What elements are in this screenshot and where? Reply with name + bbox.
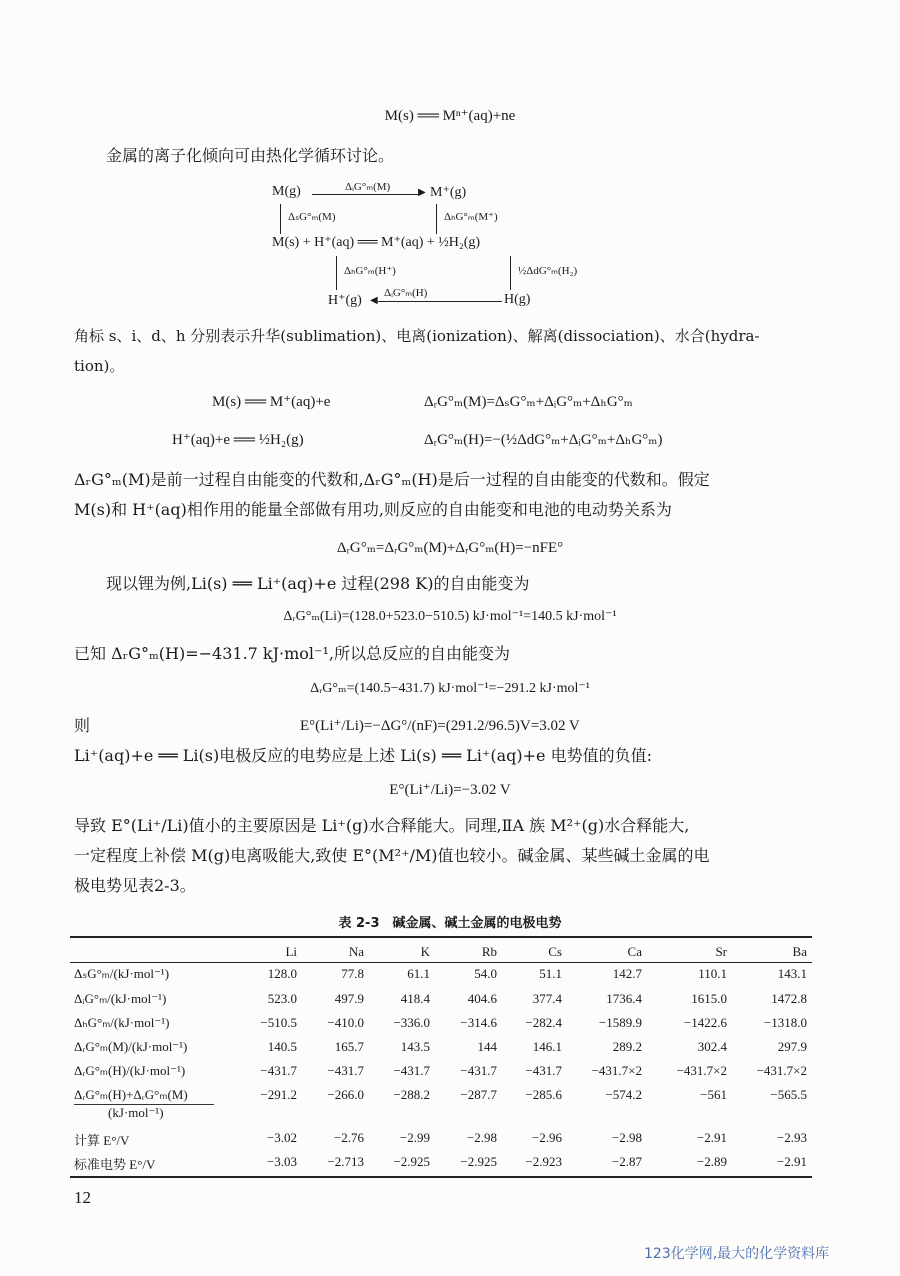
cycle-main-row: M(s) + H⁺(aq) ══ M⁺(aq) + ½H₂(g): [272, 235, 481, 250]
table-header: Ba: [792, 944, 807, 959]
arrow-head-icon: ▶: [418, 187, 426, 198]
page-number: 12: [74, 1188, 91, 1207]
paragraph-subscripts-cont: tion)。: [74, 357, 125, 375]
arrow-right-icon: [312, 194, 420, 195]
equation-metal: M(s) ══ M⁺(aq)+e: [212, 394, 331, 410]
paragraph-cycle-intro: 金属的离子化倾向可由热化学循环讨论。: [106, 146, 395, 165]
table-cell: −3.03: [266, 1154, 297, 1169]
table-cell: 128.0: [267, 966, 297, 981]
table-cell: −431.7×2: [756, 1063, 807, 1078]
table-cell: −1422.6: [683, 1015, 727, 1030]
table-cell: −266.0: [327, 1087, 364, 1102]
table-cell: 165.7: [334, 1039, 364, 1054]
table-cell: 143.5: [400, 1039, 430, 1054]
table-cell: −287.7: [460, 1087, 497, 1102]
table-cell: 144: [477, 1039, 497, 1054]
table-cell: −431.7×2: [591, 1063, 642, 1078]
equation-metal-energy: ΔᵣG°ₘ(M)=ΔₛG°ₘ+ΔᵢG°ₘ+ΔₕG°ₘ: [424, 394, 633, 410]
table-cell: 302.4: [697, 1039, 727, 1054]
table-row-label-unit: (kJ·mol⁻¹): [108, 1105, 164, 1120]
table-cell: −2.925: [393, 1154, 430, 1169]
cycle-h-gas: H(g): [504, 292, 531, 307]
table-cell: −431.7: [525, 1063, 562, 1078]
equation-potential-calc: E°(Li⁺/Li)=−ΔG°/(nF)=(291.2/96.5)V=3.02 V: [300, 718, 580, 734]
table-cell: 1736.4: [606, 991, 642, 1006]
table-cell: 143.1: [777, 966, 807, 981]
paragraph-subscripts: 角标 s、i、d、h 分别表示升华(sublimation)、电离(ionization)、解离(dissociation)、水合(hydra-: [74, 327, 760, 345]
table-cell: 404.6: [467, 991, 497, 1006]
table-cell: −336.0: [393, 1015, 430, 1030]
arrow-down-icon: [510, 256, 511, 290]
table-cell: 1472.8: [771, 991, 807, 1006]
table-row-label: ΔᵣG°ₘ(M)/(kJ·mol⁻¹): [74, 1039, 188, 1054]
cycle-h-ion-gas: H⁺(g): [328, 293, 362, 308]
table-cell: −431.7: [327, 1063, 364, 1078]
table-header: Sr: [715, 944, 727, 959]
table-cell: −1318.0: [763, 1015, 807, 1030]
fraction-bar: [74, 1104, 214, 1105]
table-cell: −282.4: [525, 1015, 562, 1030]
table-cell: 77.8: [341, 966, 364, 981]
table-cell: 377.4: [532, 991, 562, 1006]
table-row-label: ΔᵢG°ₘ/(kJ·mol⁻¹): [74, 991, 167, 1006]
table-row-label: ΔₕG°ₘ/(kJ·mol⁻¹): [74, 1015, 170, 1030]
table-cell: 140.5: [267, 1039, 297, 1054]
table-cell: −2.923: [525, 1154, 562, 1169]
equation-total-free-energy: ΔᵣG°ₘ=ΔᵣG°ₘ(M)+ΔᵣG°ₘ(H)=−nFE°: [336, 540, 564, 556]
arrow-up-icon: [280, 204, 281, 234]
paragraph-lithium-example: 现以锂为例,Li(s) ══ Li⁺(aq)+e 过程(298 K)的自由能变为: [106, 574, 530, 593]
table-cell: 497.9: [334, 991, 364, 1006]
table-cell: 142.7: [612, 966, 642, 981]
table-cell: −2.713: [327, 1154, 364, 1169]
table-cell: 1615.0: [691, 991, 727, 1006]
table-cell: 146.1: [532, 1039, 562, 1054]
table-cell: −1589.9: [598, 1015, 642, 1030]
paragraph-sum-definition: ΔᵣG°ₘ(M)是前一过程自由能变的代数和,ΔᵣG°ₘ(H)是后一过程的自由能变的代数和。假定: [74, 470, 710, 489]
table-cell: −510.5: [260, 1015, 297, 1030]
table-cell: 289.2: [612, 1039, 642, 1054]
paragraph-reason: 导致 E°(Li⁺/Li)值小的主要原因是 Li⁺(g)水合释能大。同理,ⅡA 族 M²⁺(g)水合释能大,: [74, 816, 690, 835]
table-caption: 表 2-3 碱金属、碱土金属的电极电势: [338, 916, 562, 931]
arrow-down-icon: [436, 204, 437, 234]
table-header: Cs: [548, 944, 562, 959]
arrow-left-icon: [378, 301, 502, 302]
table-cell: 110.1: [698, 966, 727, 981]
table-row-label: 计算 E°/V: [74, 1133, 130, 1148]
table-header: Na: [348, 944, 364, 959]
equation-hydrogen-energy: ΔᵣG°ₘ(H)=−(½ΔdG°ₘ+ΔᵢG°ₘ+ΔₕG°ₘ): [424, 432, 663, 448]
table-cell: −3.02: [266, 1130, 297, 1145]
table-bottom-rule: [70, 1176, 812, 1178]
equation-hydrogen: H⁺(aq)+e ══ ½H₂(g): [172, 432, 304, 448]
paragraph-then: 则: [74, 716, 91, 735]
equation-standard-potential: E°(Li⁺/Li)=−3.02 V: [389, 782, 511, 798]
equation-ionization: M(s) ══ Mⁿ⁺(aq)+ne: [384, 108, 516, 124]
table-header: Ca: [627, 944, 642, 959]
table-row-label: ΔₛG°ₘ/(kJ·mol⁻¹): [74, 966, 170, 981]
paragraph-sum-definition-cont: M(s)和 H⁺(aq)相作用的能量全部做有用功,则反应的自由能变和电池的电动势关系为: [74, 500, 672, 519]
table-cell: −314.6: [460, 1015, 497, 1030]
table-header: K: [420, 944, 430, 959]
table-cell: −410.0: [327, 1015, 364, 1030]
table-cell: 297.9: [777, 1039, 807, 1054]
table-cell: −2.96: [531, 1130, 562, 1145]
table-cell: −291.2: [260, 1087, 297, 1102]
table-cell: −574.2: [605, 1087, 642, 1102]
arrow-up-icon: [336, 256, 337, 290]
table-cell: −2.76: [333, 1130, 364, 1145]
table-header: Rb: [481, 944, 497, 959]
table-row-label: ΔᵣG°ₘ(H)+ΔᵣG°ₘ(M): [74, 1087, 188, 1102]
table-cell: −2.87: [611, 1154, 642, 1169]
table-cell: −431.7: [260, 1063, 297, 1078]
paragraph-electrode-reaction: Li⁺(aq)+e ══ Li(s)电极反应的电势应是上述 Li(s) ══ Li⁺(aq)+e 电势值的负值:: [74, 746, 652, 765]
table-cell: −561: [700, 1087, 727, 1102]
table-header-rule: [70, 962, 812, 963]
paragraph-reason-cont: 一定程度上补偿 M(g)电离吸能大,致使 E°(M²⁺/M)值也较小。碱金属、某些碱土金属的电: [74, 846, 710, 865]
cycle-m-ion-gas: M⁺(g): [430, 185, 467, 200]
paragraph-known-h: 已知 ΔᵣG°ₘ(H)=−431.7 kJ·mol⁻¹,所以总反应的自由能变为: [74, 644, 510, 663]
table-cell: −431.7: [460, 1063, 497, 1078]
equation-lithium-free-energy: ΔᵣG°ₘ(Li)=(128.0+523.0−510.5) kJ·mol⁻¹=140.5 kJ·mol⁻¹: [283, 609, 617, 624]
table-cell: 61.1: [407, 966, 430, 981]
table-cell: −2.91: [696, 1130, 727, 1145]
table-cell: 51.1: [539, 966, 562, 981]
table-cell: −431.7: [393, 1063, 430, 1078]
table-row-label: 标准电势 E°/V: [74, 1157, 156, 1172]
arrow-head-icon: ◀: [370, 295, 378, 306]
table-cell: 54.0: [474, 966, 497, 981]
cycle-label-sub: ΔₛG°ₘ(M): [288, 211, 336, 223]
table-cell: −288.2: [393, 1087, 430, 1102]
table-cell: −2.99: [399, 1130, 430, 1145]
cycle-label-ion-h: ΔᵢG°ₘ(H): [384, 287, 428, 299]
cycle-label-ion-m: ΔᵢG°ₘ(M): [345, 181, 391, 193]
table-cell: −2.91: [776, 1154, 807, 1169]
table-cell: −2.89: [696, 1154, 727, 1169]
cycle-label-hyd-m: ΔₕG°ₘ(M⁺): [444, 211, 498, 223]
watermark: 123化学网,最大的化学资料库: [644, 1246, 830, 1262]
table-cell: −431.7×2: [676, 1063, 727, 1078]
cycle-m-gas: M(g): [272, 184, 301, 199]
paragraph-reason-end: 极电势见表2-3。: [74, 876, 196, 895]
table-header: Li: [285, 944, 297, 959]
table-cell: 523.0: [267, 991, 297, 1006]
table-cell: −2.98: [466, 1130, 497, 1145]
equation-total-result: ΔᵣG°ₘ=(140.5−431.7) kJ·mol⁻¹=−291.2 kJ·mol⁻¹: [310, 681, 590, 696]
table-cell: −565.5: [770, 1087, 807, 1102]
table-top-rule: [70, 936, 812, 938]
table-cell: 418.4: [400, 991, 430, 1006]
table-cell: −2.98: [611, 1130, 642, 1145]
table-cell: −285.6: [525, 1087, 562, 1102]
cycle-label-hyd-h: ΔₕG°ₘ(H⁺): [344, 265, 396, 277]
thermochemical-cycle: [260, 180, 640, 310]
table-cell: −2.93: [776, 1130, 807, 1145]
cycle-label-dis: ½ΔdG°ₘ(H₂): [518, 265, 578, 277]
table-cell: −2.925: [460, 1154, 497, 1169]
table-row-label: ΔᵣG°ₘ(H)/(kJ·mol⁻¹): [74, 1063, 186, 1078]
